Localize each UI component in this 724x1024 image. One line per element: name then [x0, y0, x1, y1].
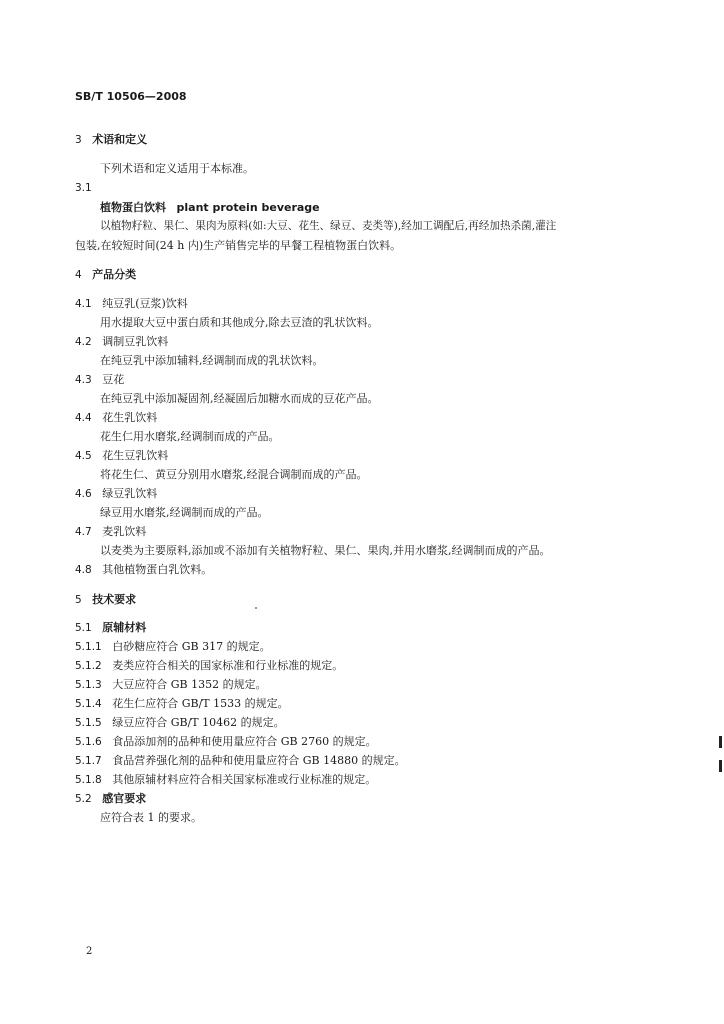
clause-4-7: 4.7 麦乳饮料	[75, 525, 147, 538]
term-heading: 植物蛋白饮料 plant protein beverage	[100, 201, 320, 214]
clause-5-2-text: 应符合表 1 的要求。	[100, 811, 202, 824]
clause-4-2-description: 在纯豆乳中添加辅料,经调制而成的乳状饮料。	[100, 354, 324, 367]
clause-5-1-8: 5.1.8 其他原辅材料应符合相关国家标准或行业标准的规定。	[75, 773, 377, 786]
clause-4-3: 4.3 豆花	[75, 373, 125, 386]
clause-4-4-description: 花生仁用水磨浆,经调制而成的产品。	[100, 430, 280, 443]
clause-4-2: 4.2 调制豆乳饮料	[75, 335, 169, 348]
clause-4-1: 4.1 纯豆乳(豆浆)饮料	[75, 297, 188, 310]
clause-5-1-4: 5.1.4 花生仁应符合 GB/T 1533 的规定。	[75, 697, 289, 710]
clause-5-1: 5.1 原辅材料	[75, 621, 147, 634]
clause-3-1-number: 3.1	[75, 182, 92, 194]
clause-5-1-3: 5.1.3 大豆应符合 GB 1352 的规定。	[75, 678, 267, 691]
clause-4-5-description: 将花生仁、黄豆分别用水磨浆,经混合调制而成的产品。	[100, 468, 368, 481]
clause-5-2: 5.2 感官要求	[75, 792, 147, 805]
term-definition-line-2: 包装,在较短时间(24 h 内)生产销售完毕的早餐工程植物蛋白饮料。	[75, 239, 402, 252]
clause-4-4: 4.4 花生乳饮料	[75, 411, 158, 424]
clause-5-1-7: 5.1.7 食品营养强化剂的品种和使用量应符合 GB 14880 的规定。	[75, 754, 406, 767]
clause-4-7-description: 以麦类为主要原料,添加或不添加有关植物籽粒、果仁、果肉,并用水磨浆,经调制而成的产品。	[100, 544, 551, 557]
clause-4-3-description: 在纯豆乳中添加凝固剂,经凝固后加糖水而成的豆花产品。	[100, 392, 379, 405]
section-5-heading: 5 技术要求	[75, 593, 137, 606]
section-4-heading: 4 产品分类	[75, 268, 137, 281]
clause-4-6: 4.6 绿豆乳饮料	[75, 487, 158, 500]
clause-4-5: 4.5 花生豆乳饮料	[75, 449, 169, 462]
clause-5-1-2: 5.1.2 麦类应符合相关的国家标准和行业标准的规定。	[75, 659, 344, 672]
clause-4-6-description: 绿豆用水磨浆,经调制而成的产品。	[100, 506, 269, 519]
clause-5-1-6: 5.1.6 食品添加剂的品种和使用量应符合 GB 2760 的规定。	[75, 735, 377, 748]
scan-mark	[719, 736, 722, 748]
section-3-intro: 下列术语和定义适用于本标准。	[100, 162, 254, 175]
clause-5-1-5: 5.1.5 绿豆应符合 GB/T 10462 的规定。	[75, 716, 285, 729]
term-definition-line-1: 以植物籽粒、果仁、果肉为原料(如:大豆、花生、绿豆、麦类等),经加工调配后,再经加热杀菌,灌注	[100, 220, 557, 232]
clause-5-1-1: 5.1.1 白砂糖应符合 GB 317 的规定。	[75, 640, 271, 653]
page-number: 2	[86, 946, 93, 957]
scan-mark	[719, 760, 722, 772]
clause-4-8: 4.8 其他植物蛋白乳饮料。	[75, 563, 213, 576]
section-3-heading: 3 术语和定义	[75, 133, 148, 146]
standard-code: SB/T 10506—2008	[75, 90, 187, 103]
clause-4-1-description: 用水提取大豆中蛋白质和其他成分,除去豆渣的乳状饮料。	[100, 316, 379, 329]
scan-speck	[255, 607, 257, 609]
